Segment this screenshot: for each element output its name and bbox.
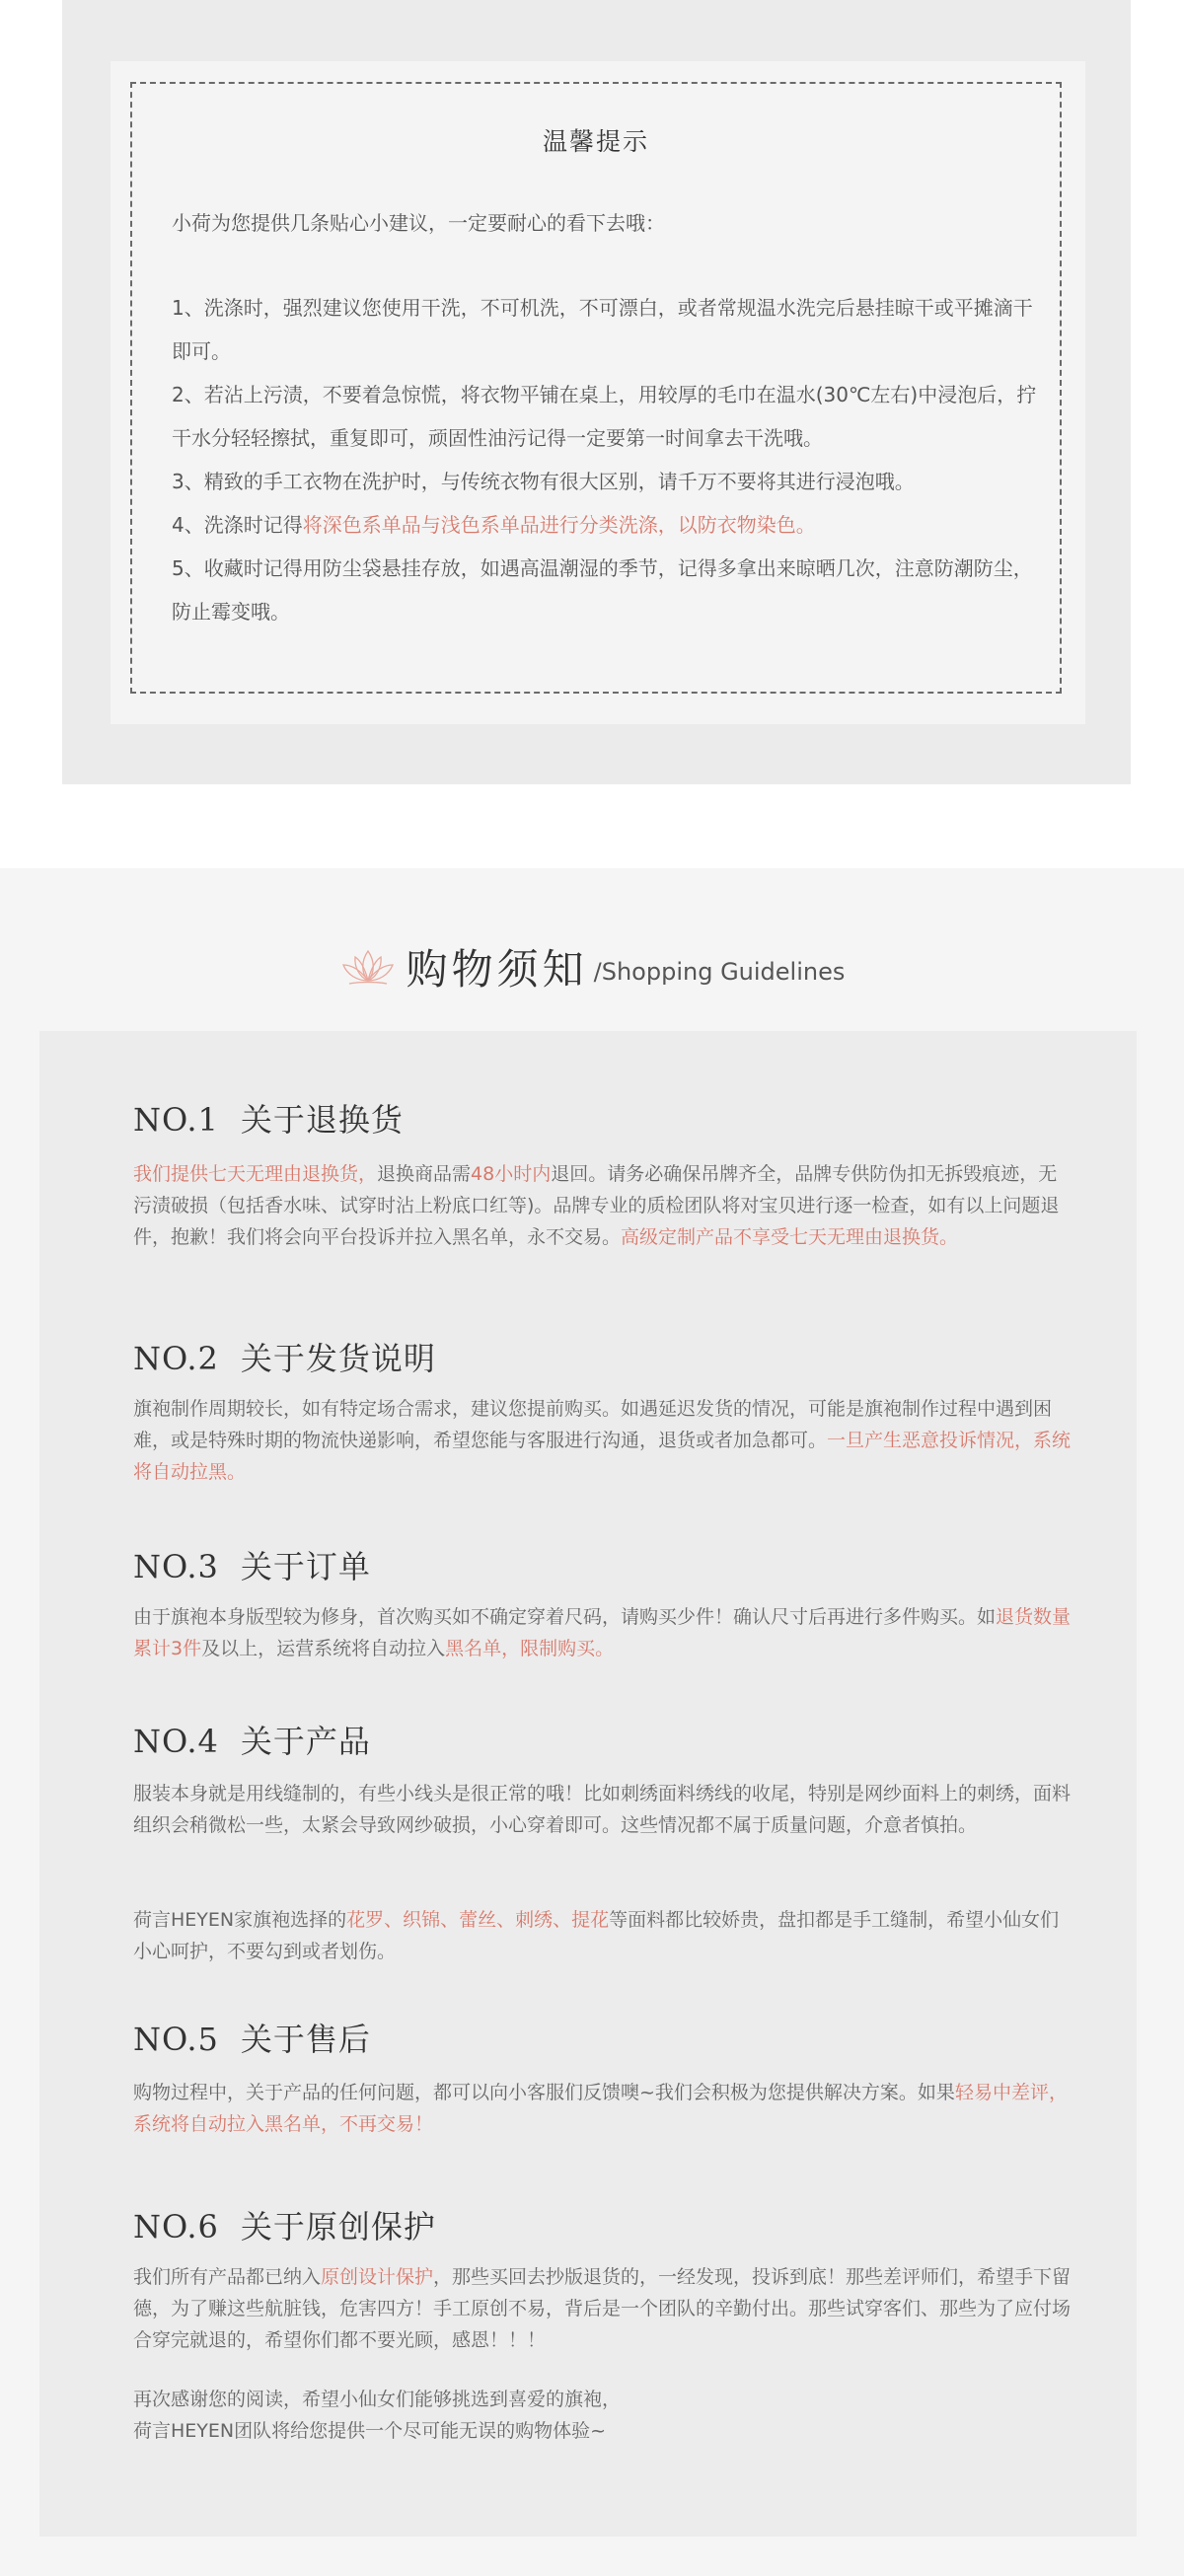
section-number: NO.4 [133, 1723, 219, 1760]
highlight-text: 退货数量累计3件 [133, 1606, 1072, 1659]
section-heading [133, 2202, 436, 2247]
section-title: 关于退换货 [240, 1101, 404, 1139]
highlight-text: 一旦产生恶意投诉情况，系统将自动拉黑。 [133, 1430, 1072, 1483]
body-text: 退换商品需 [377, 1163, 472, 1185]
section-paragraph: 服装本身就是用线缝制的，有些小线头是很正常的哦！比如刺绣面料绣线的收尾，特别是网纱面料上的刺绣，面料组织会稍微松一些，太紧会导致网纱破损，小心穿着即可。这些情况都不属于质量问题，介意者慎拍。 [133, 1783, 1072, 1836]
section-heading [133, 1542, 371, 1587]
section-paragraph [133, 1393, 1075, 1488]
section-title: 关于原创保护 [240, 2208, 436, 2245]
section-title: 关于产品 [240, 1723, 371, 1760]
section-paragraph [133, 2261, 1075, 2356]
guide-subtitle: /Shopping Guidelines [593, 958, 846, 986]
tips-item [172, 503, 1040, 547]
body-text: 我们所有产品都已纳入 [133, 2266, 322, 2288]
tips-intro: 小荷为您提供几条贴心小建议，一定要耐心的看下去哦： [172, 211, 665, 235]
highlight-text: 黑名单，限制购买。 [445, 1638, 615, 1659]
section-number: NO.5 [133, 2021, 219, 2058]
section-title: 关于售后 [240, 2021, 371, 2058]
tips-list [172, 286, 1040, 633]
tips-item: 3、精致的手工衣物在洗护时，与传统衣物有很大区别，请千万不要将其进行浸泡哦。 [172, 470, 915, 493]
closing-line: 再次感谢您的阅读，希望小仙女们能够挑选到喜爱的旗袍， [133, 2389, 622, 2410]
highlight-text: 高级定制产品不享受七天无理由退换货。 [621, 1226, 959, 1248]
body-text: 及以上，运营系统将自动拉入 [201, 1638, 446, 1659]
body-text: 退回。请务必确保吊牌齐全，品牌专供防伪扣无拆毁痕迹，无污渍破损（包括香水味、试穿时沾上粉底口红等)。品牌专业的质检团队将对宝贝进行逐一检查，如有以上问题退件，抱歉！我们将会向平台投诉并拉入黑名单，永不交易。 [133, 1163, 1060, 1248]
section-heading [133, 2015, 371, 2060]
section-number: NO.3 [133, 1548, 219, 1585]
tips-item: 1、洗涤时，强烈建议您使用干洗，不可机洗，不可漂白，或者常规温水洗完后悬挂晾干或平摊滴干即可。 [172, 296, 1033, 363]
section-title: 关于订单 [240, 1548, 371, 1585]
body-text: 等面料都比较娇贵，盘扣都是手工缝制，希望小仙女们小心呵护，不要勾到或者划伤。 [133, 1909, 1060, 1962]
section-heading [133, 1717, 371, 1762]
section-paragraph [133, 2077, 1075, 2140]
section-number: NO.2 [133, 1340, 219, 1377]
section-paragraph [133, 1158, 1075, 1253]
tips-item-highlight: 将深色系单品与浅色系单品进行分类洗涤，以防衣物染色。 [302, 513, 816, 537]
body-text: 荷言HEYEN家旗袍选择的 [133, 1909, 347, 1931]
body-text: 由于旗袍本身版型较为修身，首次购买如不确定穿着尺码，请购买少件！确认尺寸后再进行多件购买。如 [133, 1606, 997, 1628]
body-text: ，那些买回去抄版退货的，一经发现，投诉到底！那些差评师们，希望手下留德，为了赚这些航脏钱，危害四方！手工原创不易，背后是一个团队的辛勤付出。那些试穿客们、那些为了应付场合穿完就退的，希望你们都不要光顾，感恩！！！ [133, 2266, 1072, 2351]
section-number: NO.6 [133, 2208, 219, 2245]
tips-title: 温馨提示 [542, 127, 649, 156]
body-text: 旗袍制作周期较长，如有特定场合需求，建议您提前购买。如遇延迟发货的情况，可能是旗袍制作过程中遇到困难，或是特殊时期的物流快递影响，希望您能与客服进行沟通，退货或者加急都可。 [133, 1398, 1053, 1451]
section-title: 关于发货说明 [240, 1340, 436, 1377]
guide-title: 购物须知 [406, 945, 588, 994]
highlight-text: 花罗、织锦、蕾丝、刺绣、提花 [346, 1909, 610, 1931]
section-number: NO.1 [133, 1101, 219, 1139]
highlight-text: 原创设计保护 [321, 2266, 434, 2288]
body-text: 购物过程中，关于产品的任何问题，都可以向小客服们反馈噢~我们会积极为您提供解决方案。如果 [133, 2082, 955, 2103]
guide-header [0, 937, 1184, 996]
closing-paragraph [133, 2384, 1075, 2447]
lotus-icon [339, 945, 397, 989]
section-heading [133, 1095, 404, 1141]
highlight-text: 轻易中差评，系统将自动拉入黑名单，不再交易！ [133, 2082, 1068, 2135]
tips-item-text: 4、洗涤时记得 [172, 513, 303, 537]
highlight-text: 我们提供七天无理由退换货， [133, 1163, 378, 1185]
section-paragraph [133, 1904, 1075, 1967]
closing-line: 荷言HEYEN团队将给您提供一个尽可能无误的购物体验~ [133, 2420, 607, 2442]
highlight-text: 48小时内 [471, 1163, 552, 1185]
tips-item: 2、若沾上污渍，不要着急惊慌，将衣物平铺在桌上，用较厚的毛巾在温水(30℃左右)中浸泡后，拧干水分轻轻擦拭，重复即可，顽固性油污记得一定要第一时间拿去干洗哦。 [172, 383, 1037, 450]
section-paragraph [133, 1601, 1075, 1664]
section-heading [133, 1334, 436, 1379]
tips-item: 5、收藏时记得用防尘袋悬挂存放，如遇高温潮湿的季节，记得多拿出来晾晒几次，注意防潮防尘，防止霉变哦。 [172, 556, 1033, 624]
